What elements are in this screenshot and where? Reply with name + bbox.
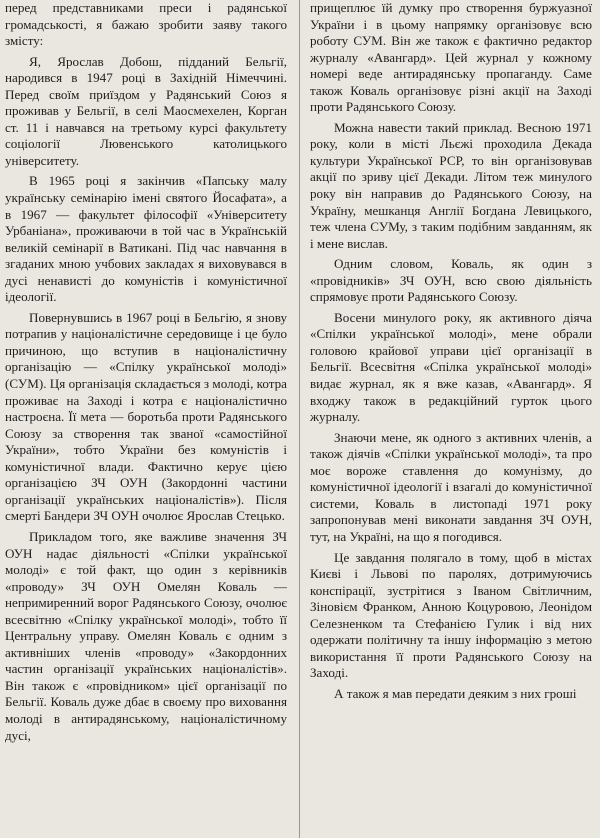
paragraph: перед представниками преси і радянської громадськості, я бажаю зробити заяву такого змісту: (5, 0, 287, 49)
column-divider (299, 0, 300, 838)
paragraph: Я, Ярослав Добош, підданий Бельгії, народився в 1947 році в Західній Німеччині. Перед своїм приїздом у Радянський Союз я проживав у Бельгії, в селі Маосмехелен, Корган ст. 11 і навчався на третьому курсі факультету соціології Лювенського католицького університету. (5, 53, 287, 168)
paragraph: Одним словом, Коваль, як один з «провідників» ЗЧ ОУН, всю свою діяльність спрямовує проти Радянського Союзу. (310, 256, 592, 305)
paragraph: В 1965 році я закінчив «Папську малу українську семінарію імені святого Йосафата», а в 1967 — факультет філософії «Університету Урбаніана», проживаючи в той час в Українській великій семінарії в Ватикані. Під час навчання в згаданих мною учбових закладах я виховувався в дусі ненависті до комуністів і комуністичної ідеології. (5, 173, 287, 305)
paragraph: прищеплює їй думку про створення буржуазної України і в цьому напрямку організовує всю роботу СУМ. Він же також є фактично редактор журналу «Авангард». Цей журнал у кожному номері веде антирадянську пропаганду. Саме також Коваль організовує різні акції на Заході проти Радянського Союзу. (310, 0, 592, 115)
paragraph: А також я мав передати деяким з них гроші (334, 685, 577, 701)
paragraph: Прикладом того, яке важливе значення ЗЧ ОУН надає діяльності «Спілки української молоді» є той факт, що один з керівників «проводу» ЗЧ ОУН Омелян Коваль — непримиренний ворог Радянського Союзу, очолює всесвітню «Спілку української молоді», тобто її Центральну управу. Омелян Коваль є одним з активніших членів «проводу» «Закордонних частин організації українських націоналістів». Він також є «провідником» цієї організації по Бельгії. Коваль дуже дбає в своєму про виховання молоді в антирадянському, націоналістичному дусі, (5, 528, 287, 743)
left-column (5, 0, 287, 744)
paragraph: Восени минулого року, як активного діяча «Спілки української молоді», мене обрали головою крайової управи цієї організації в Бельгії. Всесвітня «Спілка української молоді» видає журнал, як я вже казав, «Авангард». Я входжу також в редакційний гурток цього журналу. (310, 309, 592, 425)
paragraph: Знаючи мене, як одного з активних членів, а також діячів «Спілки української молоді», та про моє вороже ставлення до комунізму, до комуністичної ідеології і взагалі до комуністичної системи, Коваль в листопаді 1971 року запропонував мені виконати завдання ЗЧ ОУН, тут, на Україні, на що я погодився. (310, 429, 592, 544)
right-column (310, 0, 592, 702)
paragraph: Це завдання полягало в тому, щоб в містах Києві і Львові по паролях, дотримуючись конспірації, зустрітися з Іваном Світличним, Зіновієм Франком, Анною Коцуровою, Леонідом Селезненком та Стефанією Гулик і від них одержати політичну та іншу інформацію з метою використання її проти Радянського Союзу на Заході. (310, 549, 592, 681)
paragraph: Повернувшись в 1967 році в Бельгію, я знову потрапив у націоналістичне середовище і це було причиною, що вступив в націоналістичну організацію — «Спілку української молоді» (СУМ). Ця організація складається з молоді, котра проживає на Заході і котра є націоналістично настроєна. Її мета — боротьба проти Радянського Союзу за створення так званої «самостійної України», тобто України без комуністів і комуністичної влади. Фактично керує цією організацією ЗЧ ОУН (Закордонні частини організації українських націоналістів»). Після смерті Бандери ЗЧ ОУН очолює Ярослав Стецько. (5, 309, 287, 524)
paragraph: Можна навести такий приклад. Весною 1971 року, коли в місті Льєжі проходила Декада культури Української РСР, то він організовував акції по зриву цієї Декади. Літом теж минулого року він направив до Радянського Союзу, на Україну, мешканця Англії Богдана Левицького, теж члена СУМу, з таким подібним завданням, як і мене вислав. (310, 119, 592, 251)
